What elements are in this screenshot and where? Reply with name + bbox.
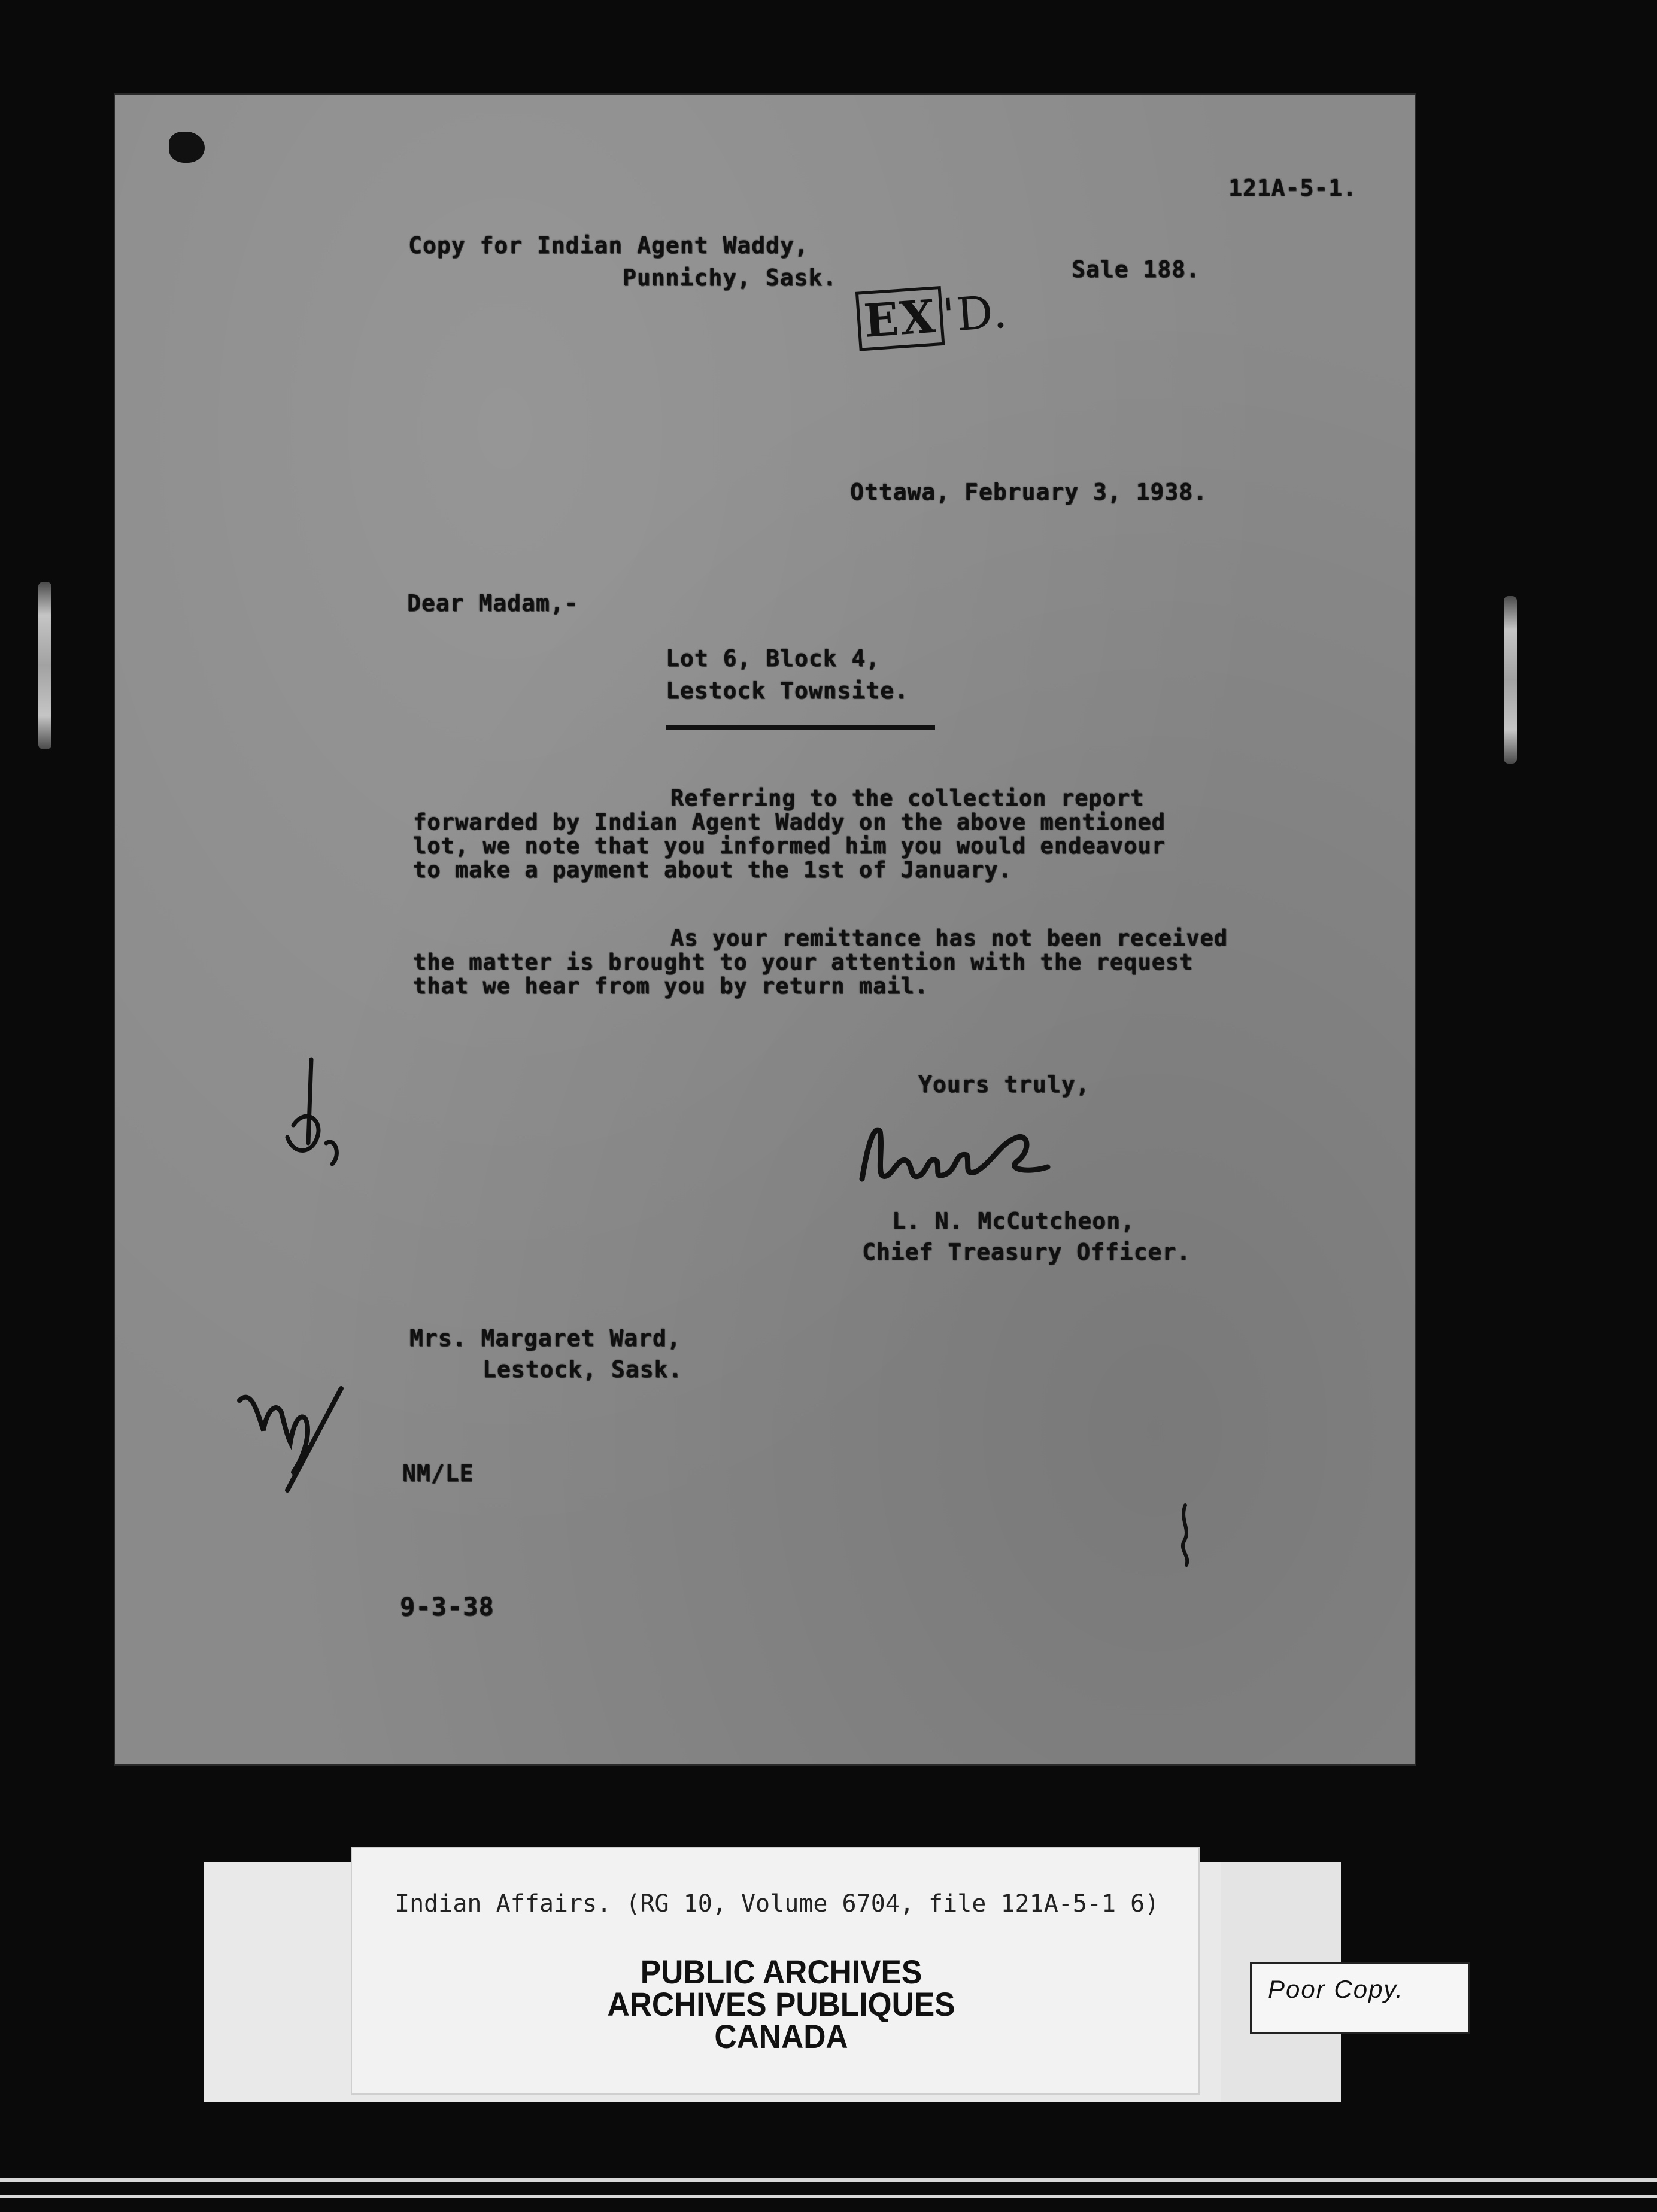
typist-initials: NM/LE — [402, 1460, 474, 1487]
paragraph-1-line: lot, we note that you informed him you would endeavour — [413, 833, 1166, 859]
signer-title: Chief Treasury Officer. — [862, 1239, 1191, 1265]
salutation: Dear Madam,- — [407, 590, 579, 616]
paragraph-1-line: to make a payment about the 1st of January. — [413, 857, 1012, 883]
stamp-boxed-text: EX — [855, 286, 945, 351]
subject-underline — [666, 725, 935, 730]
margin-tick-mark — [1173, 1502, 1197, 1568]
sale-number: Sale 188. — [1072, 256, 1200, 282]
subject-line2: Lestock Townsite. — [666, 677, 909, 704]
paragraph-1-line: forwarded by Indian Agent Waddy on the above mentioned — [413, 809, 1166, 835]
archives-heading — [503, 1953, 1059, 2055]
paragraph-1 — [413, 786, 1166, 882]
margin-initials-mark — [269, 1053, 377, 1197]
addressee-line1: Mrs. Margaret Ward, — [409, 1325, 681, 1351]
margin-scribble-mark — [233, 1377, 371, 1496]
archives-line-2: ARCHIVES PUBLIQUES — [607, 1985, 955, 2023]
frame-rule-top — [0, 2178, 1657, 2182]
paragraph-2-line: As your remittance has not been received — [670, 925, 1228, 951]
copy-for-line1: Copy for Indian Agent Waddy, — [408, 232, 809, 259]
archives-line-3: CANADA — [714, 2017, 848, 2055]
left-edge-mark — [38, 582, 51, 749]
subject-line1: Lot 6, Block 4, — [666, 645, 881, 672]
archive-citation: Indian Affairs. (RG 10, Volume 6704, file 121A-5-1 6) — [395, 1890, 1160, 1918]
stamp-suffix-text: 'D. — [940, 284, 1010, 342]
ink-blot-mark — [169, 132, 205, 163]
place-date: Ottawa, February 3, 1938. — [850, 479, 1207, 505]
handwritten-date: 9-3-38 — [400, 1592, 494, 1621]
examined-stamp — [855, 284, 1010, 348]
poor-copy-text: Poor Copy. — [1268, 1975, 1404, 2003]
paragraph-2-line: that we hear from you by return mail. — [413, 973, 929, 999]
signer-name: L. N. McCutcheon, — [892, 1208, 1135, 1234]
frame-rule-bottom — [0, 2195, 1657, 2198]
file-number: 121A-5-1. — [1228, 175, 1357, 201]
signature-mark — [850, 1119, 1101, 1197]
copy-for-line2: Punnichy, Sask. — [623, 265, 837, 291]
right-edge-mark — [1504, 596, 1517, 764]
paragraph-1-line: Referring to the collection report — [670, 785, 1145, 811]
paragraph-2-line: the matter is brought to your attention with the request — [413, 949, 1194, 975]
addressee-line2: Lestock, Sask. — [482, 1356, 683, 1382]
closing: Yours truly, — [918, 1071, 1090, 1098]
archives-line-1: PUBLIC ARCHIVES — [640, 1953, 922, 1991]
paragraph-2 — [413, 926, 1228, 998]
